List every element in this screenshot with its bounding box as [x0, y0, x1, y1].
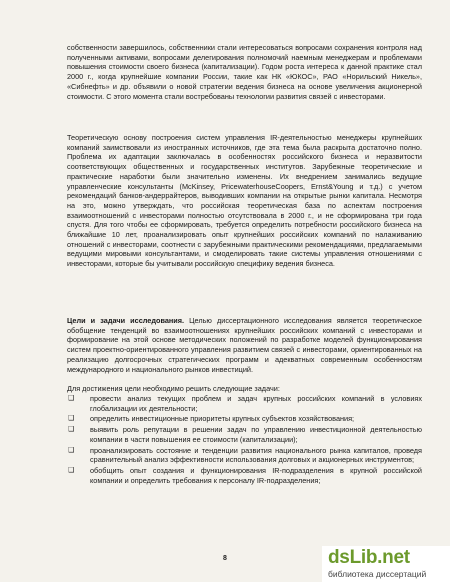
- checkbox-bullet-icon: ❑: [68, 425, 75, 434]
- watermark[interactable]: [322, 546, 450, 582]
- list-item-text: выявить роль репутации в решении задач по управлению инвестиционной деятельностью компании в части повышения ее стоимости (капитализации);: [90, 425, 422, 444]
- paragraph-2: [67, 133, 422, 269]
- list-item-text: определить инвестиционные приоритеты крупных субъектов хозяйствования;: [90, 414, 355, 424]
- list-item-text: обобщить опыт создания и функционирования IR-подразделения в крупной российской компании и определить требования к персоналу IR-подразделения;: [90, 465, 422, 485]
- goals-heading: Цели и задачи исследования.: [67, 316, 185, 325]
- watermark-subtitle: библиотека диссертаций: [328, 569, 427, 579]
- list-item: [67, 414, 422, 424]
- tasks-intro: [67, 384, 422, 394]
- page-number: 8: [223, 555, 227, 562]
- list-item-text: проанализировать состояние и тенденции развития национального рынка капиталов, проведя сравнительный анализ эффективности использования долговых и акционерных инструментов;: [90, 445, 422, 465]
- checkbox-bullet-icon: ❑: [68, 414, 75, 423]
- paragraph-goals: [67, 316, 422, 374]
- checkbox-bullet-icon: ❑: [68, 394, 75, 402]
- list-item-text: провести анализ текущих проблем и задач крупных российских компаний в условиях глобализации их деятельности;: [90, 394, 422, 413]
- list-item: [67, 425, 422, 444]
- paragraph-2-text: Теоретическую основу построения систем управления IR-деятельностью менеджеры крупнейших компаний заимствовали из иностранных источников, где эта тема была раскрыта достаточно полно. Проблема их адаптации заключалась в особенностях российского бизнеса и неразвитости соответствующих общественных и государственных институтов. Зарубежные теоретические и практические наработки были значительно изменены. Их внедрением занимались ведущие управленческие консультанты (McKinsey, PricewaterhouseCoopers, Ernst&Young и т.д.) с учетом рекомендаций банков-андеррайтеров, выводивших компании на открытые рынки капитала. Несмотря на это, можно утверждать, что российская теоретическая база по аспектам построения взаимоотношений с инвесторами полностью отсутствовала в 2000 г., и не сформирована три года спустя. Для того чтобы ее сформировать, требуется определить потребности российского бизнеса на ближайшие 10 лет, проанализировать опыт крупнейших российских компаний по налаживанию отношений с инвесторами, соотнести с зарубежными практическими рекомендациями, предлагаемыми ведущими мировыми консультантами, и смоделировать такие системы управления отношениями с инвесторами, которые бы учитывали российскую специфику ведения бизнеса.: [67, 133, 422, 269]
- tasks-intro-text: Для достижения цели необходимо решить следующие задачи:: [67, 384, 280, 393]
- checkbox-bullet-icon: ❑: [68, 465, 75, 474]
- paragraph-1: [67, 43, 422, 101]
- tasks-list: [67, 394, 422, 486]
- checkbox-bullet-icon: ❑: [68, 445, 75, 454]
- goals-body: Целью диссертационного исследования является теоретическое обобщение тенденций во взаимоотношениях крупнейших российских компаний с инвесторами и формирование на этой основе методических положений по разработке моделей функционирования систем проектно-ориентированного управления развитием связей с инвесторами, ориентированных на реализацию долгосрочных стратегических программ и адекватных современным особенностям международного и национального рынков инвестиций.: [67, 316, 422, 374]
- paragraph-goals-text: [67, 316, 422, 374]
- watermark-logo[interactable]: dsLib.net: [328, 547, 410, 568]
- list-item: [67, 394, 422, 413]
- list-item: [67, 466, 422, 485]
- paragraph-1-text: собственности завершилось, собственники стали интересоваться вопросами сохранения контроля над полученными активами, вопросами делегирования полномочий наемным менеджерам и проблемами повышения стоимости своего бизнеса (капитализации). Годом роста интереса к данной практике стал 2000 г., когда крупнейшие компании России, такие как НК «ЮКОС», РАО «Норильский Никель», «Сибнефть» и др. объявили о новой стратегии ведения бизнеса на основе увеличения акционерной стоимости. С этого момента стали востребованы технологии развития связей с инвесторами.: [67, 43, 422, 101]
- list-item: [67, 446, 422, 465]
